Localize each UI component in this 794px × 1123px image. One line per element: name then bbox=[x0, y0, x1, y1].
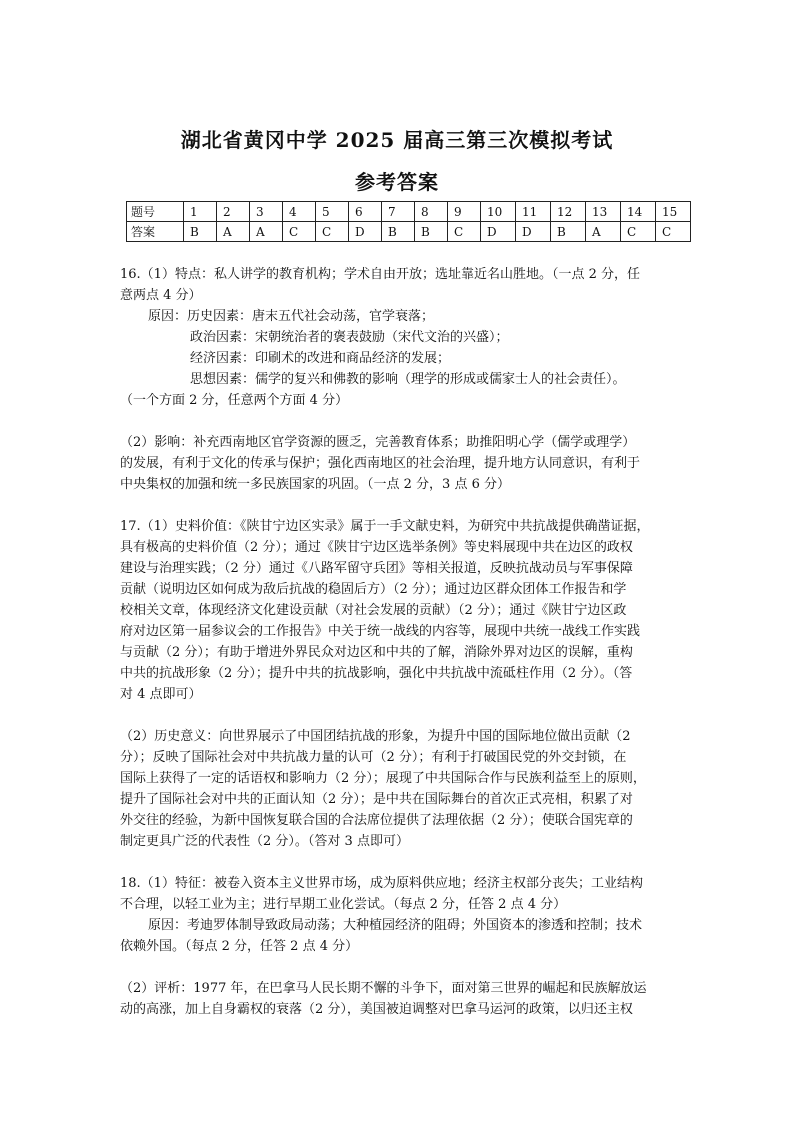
text-line: 原因：考迪罗体制导致政局动荡；大种植园经济的阻碍；外国资本的渗透和控制；技术 bbox=[148, 918, 643, 933]
text-line: 对 4 点即可） bbox=[120, 687, 202, 702]
answer-cell: C bbox=[656, 222, 691, 242]
answer-cell: D bbox=[481, 222, 516, 242]
text-line: （2）影响：补充西南地区官学资源的匮乏，完善教育体系；助推阳明心学（儒学或理学） bbox=[120, 435, 636, 450]
answer-cell: A bbox=[586, 222, 621, 242]
text-line: 政治因素：宋朝统治者的褒表鼓励（宋代文治的兴盛）； bbox=[190, 330, 509, 345]
question-number-cell: 4 bbox=[283, 202, 316, 222]
answer-body bbox=[120, 264, 682, 1020]
question-number-cell: 14 bbox=[621, 202, 656, 222]
question-16 bbox=[120, 264, 682, 495]
text-line: 建设与治理实践；（2 分）通过《八路军留守兵团》等相关报道，反映抗战动员与军事保障 bbox=[120, 561, 633, 576]
text-line: 的发展，有利于文化的传承与保护；强化西南地区的社会治理，提升地方认同意识，有利于 bbox=[120, 456, 641, 471]
page-subtitle: 参考答案 bbox=[355, 170, 439, 194]
answer-table bbox=[126, 201, 691, 242]
answer-cell: C bbox=[448, 222, 481, 242]
question-number-cell: 7 bbox=[382, 202, 415, 222]
question-number-cell: 12 bbox=[551, 202, 586, 222]
answer-cell: B bbox=[382, 222, 415, 242]
answer-cell: B bbox=[551, 222, 586, 242]
text-line: 具有极高的史料价值（2 分）；通过《陕甘宁边区选举条例》等史料展现中共在边区的政权 bbox=[120, 540, 633, 555]
answer-table-row-label: 题号 bbox=[127, 202, 184, 222]
answer-table-row-label: 答案 bbox=[127, 222, 184, 242]
text-line: 校相关文章，体现经济文化建设贡献（对社会发展的贡献）（2 分）；通过《陕甘宁边区政 bbox=[120, 603, 627, 618]
text-line: 国际上获得了一定的话语权和影响力（2 分）；展现了中共国际合作与民族利益至上的原则， bbox=[120, 771, 646, 786]
question-number-cell: 11 bbox=[516, 202, 551, 222]
question-17 bbox=[120, 516, 682, 852]
answer-table-number-row bbox=[127, 202, 691, 222]
text-line: （2）历史意义：向世界展示了中国团结抗战的形象，为提升中国的国际地位做出贡献（2 bbox=[120, 729, 631, 744]
text-line: 17.（1）史料价值：《陕甘宁边区实录》属于一手文献史料，为研究中共抗战提供确凿证据， bbox=[120, 519, 650, 534]
question-number-cell: 15 bbox=[656, 202, 691, 222]
answer-cell: C bbox=[316, 222, 349, 242]
answer-cell: A bbox=[217, 222, 250, 242]
text-line: 原因：历史因素：唐末五代社会动荡，官学衰落； bbox=[148, 309, 435, 324]
question-number-cell: 10 bbox=[481, 202, 516, 222]
question-number-cell: 8 bbox=[415, 202, 448, 222]
answer-cell: C bbox=[621, 222, 656, 242]
text-line: 中共的抗战形象（2 分）；提升中共的抗战影响，强化中共抗战中流砥柱作用（2 分）。（答 bbox=[120, 666, 633, 681]
text-line: 16.（1）特点：私人讲学的教育机构；学术自由开放；选址靠近名山胜地。（一点 2 分，任 bbox=[120, 267, 640, 282]
text-line: （2）评析：1977 年，在巴拿马人民长期不懈的斗争下，面对第三世界的崛起和民族解放运 bbox=[120, 981, 647, 996]
answer-cell: C bbox=[283, 222, 316, 242]
text-line: 府对边区第一届参议会的工作报告》中关于统一战线的内容等，展现中共统一战线工作实践 bbox=[120, 624, 641, 639]
text-line: 贡献（说明边区如何成为敌后抗战的稳固后方）（2 分）；通过边区群众团体工作报告和学 bbox=[120, 582, 627, 597]
question-number-cell: 13 bbox=[586, 202, 621, 222]
question-number-cell: 3 bbox=[250, 202, 283, 222]
text-line: 不合理，以轻工业为主；进行早期工业化尝试。（每点 2 分，任答 2 点 4 分） bbox=[120, 897, 567, 912]
question-number-cell: 1 bbox=[184, 202, 217, 222]
text-line: 思想因素：儒学的复兴和佛教的影响（理学的形成或儒家士人的社会责任）。 bbox=[190, 372, 626, 387]
answer-cell: D bbox=[516, 222, 551, 242]
question-number-cell: 6 bbox=[349, 202, 382, 222]
text-line: 中央集权的加强和统一多民族国家的巩固。（一点 2 分，3 点 6 分） bbox=[120, 477, 510, 492]
question-number-cell: 9 bbox=[448, 202, 481, 222]
page-title: 湖北省黄冈中学 2025 届高三第三次模拟考试 bbox=[180, 128, 614, 152]
text-line: 意两点 4 分） bbox=[120, 288, 202, 303]
text-line: 分）；反映了国际社会对中共抗战力量的认可（2 分）；有利于打破国民党的外交封锁，在 bbox=[120, 750, 627, 765]
text-line: 与贡献（2 分）；有助于增进外界民众对边区和中共的了解，消除外界对边区的误解，重构 bbox=[120, 645, 633, 660]
answer-cell: D bbox=[349, 222, 382, 242]
text-line: 提升了国际社会对中共的正面认知（2 分）；是中共在国际舞台的首次正式亮相，积累了对 bbox=[120, 792, 633, 807]
text-line: 外交往的经验，为新中国恢复联合国的合法席位提供了法理依据（2 分）；使联合国宪章的 bbox=[120, 813, 633, 828]
answer-cell: B bbox=[415, 222, 448, 242]
text-line: 动的高涨，加上自身霸权的衰落（2 分），美国被迫调整对巴拿马运河的政策，以归还主权 bbox=[120, 1002, 633, 1017]
question-number-cell: 5 bbox=[316, 202, 349, 222]
text-line: （一个方面 2 分，任意两个方面 4 分） bbox=[120, 393, 349, 408]
text-line: 18.（1）特征：被卷入资本主义世界市场，成为原料供应地；经济主权部分丧失；工业结构 bbox=[120, 876, 643, 891]
text-line: 依赖外国。（每点 2 分，任答 2 点 4 分） bbox=[120, 939, 359, 954]
answer-cell: B bbox=[184, 222, 217, 242]
text-line: 经济因素：印刷术的改进和商品经济的发展； bbox=[190, 351, 451, 366]
question-18 bbox=[120, 873, 682, 1020]
question-number-cell: 2 bbox=[217, 202, 250, 222]
text-line: 制定更具广泛的代表性（2 分）。（答对 3 点即可） bbox=[120, 834, 409, 849]
answer-cell: A bbox=[250, 222, 283, 242]
answer-table-answer-row bbox=[127, 222, 691, 242]
